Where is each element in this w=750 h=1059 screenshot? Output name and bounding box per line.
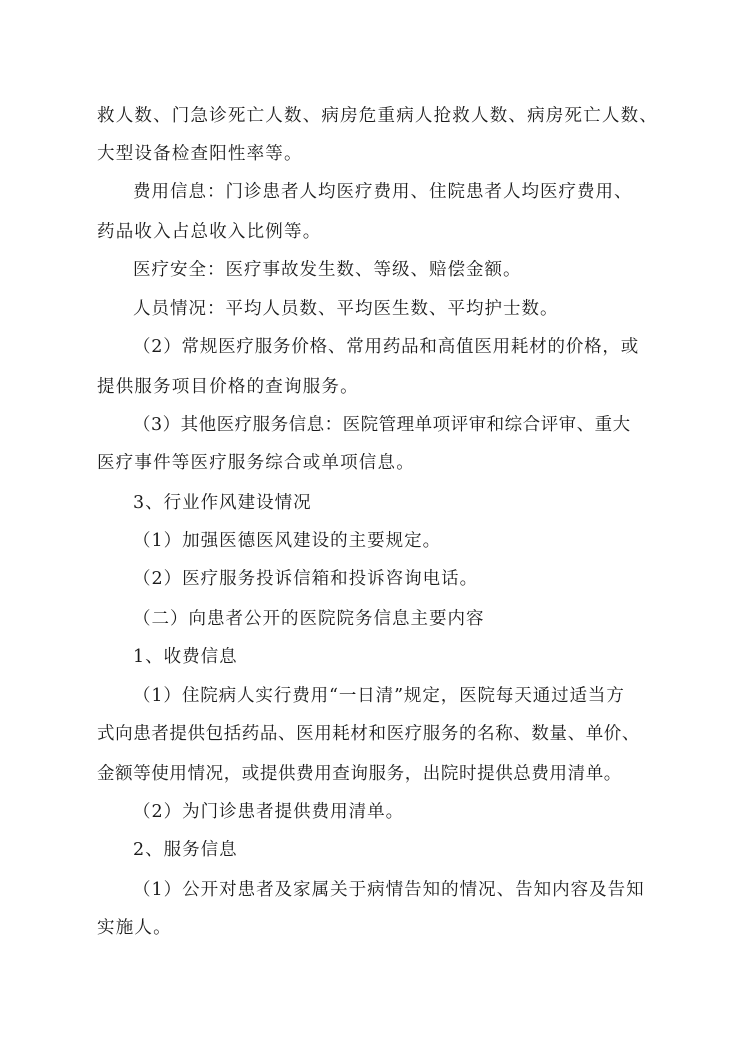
text-line: 费用信息：门诊患者人均医疗费用、住院患者人均医疗费用、 [133,182,633,202]
section-heading: 2、服务信息 [133,840,238,860]
section-heading: 3、行业作风建设情况 [133,493,312,513]
text-line: （1）住院病人实行费用“一日清”规定，医院每天通过适当方 [133,686,625,706]
text-line: 金额等使用情况，或提供费用查询服务，出院时提供总费用清单。 [97,764,622,784]
text-line: 实施人。 [97,918,172,938]
text-line: （1）公开对患者及家属关于病情告知的情况、告知内容及告知 [133,880,645,900]
text-line: 医疗事件等医疗服务综合或单项信息。 [97,453,415,473]
text-line: （2）医疗服务投诉信箱和投诉咨询电话。 [133,569,479,589]
text-line: 医疗安全：医疗事故发生数、等级、赔偿金额。 [133,260,522,280]
text-line: 式向患者提供包括药品、医用耗材和医疗服务的名称、数量、单价、 [97,724,640,744]
section-heading: 1、收费信息 [133,647,238,667]
section-heading: （二）向患者公开的医院院务信息主要内容 [133,609,485,629]
text-line: 大型设备检查阳性率等。 [97,144,303,164]
text-line: （2）为门诊患者提供费用清单。 [133,802,405,822]
text-line: 救人数、门急诊死亡人数、病房危重病人抢救人数、病房死亡人数、 [97,106,658,126]
text-line: （1）加强医德医风建设的主要规定。 [133,531,442,551]
text-line: （3）其他医疗服务信息：医院管理单项评审和综合评审、重大 [133,415,631,435]
text-line: （2）常规医疗服务价格、常用药品和高值医用耗材的价格，或 [133,337,640,357]
text-line: 提供服务项目价格的查询服务。 [97,377,359,397]
text-line: 药品收入占总收入比例等。 [97,222,322,242]
text-line: 人员情况：平均人员数、平均医生数、平均护士数。 [133,299,559,319]
